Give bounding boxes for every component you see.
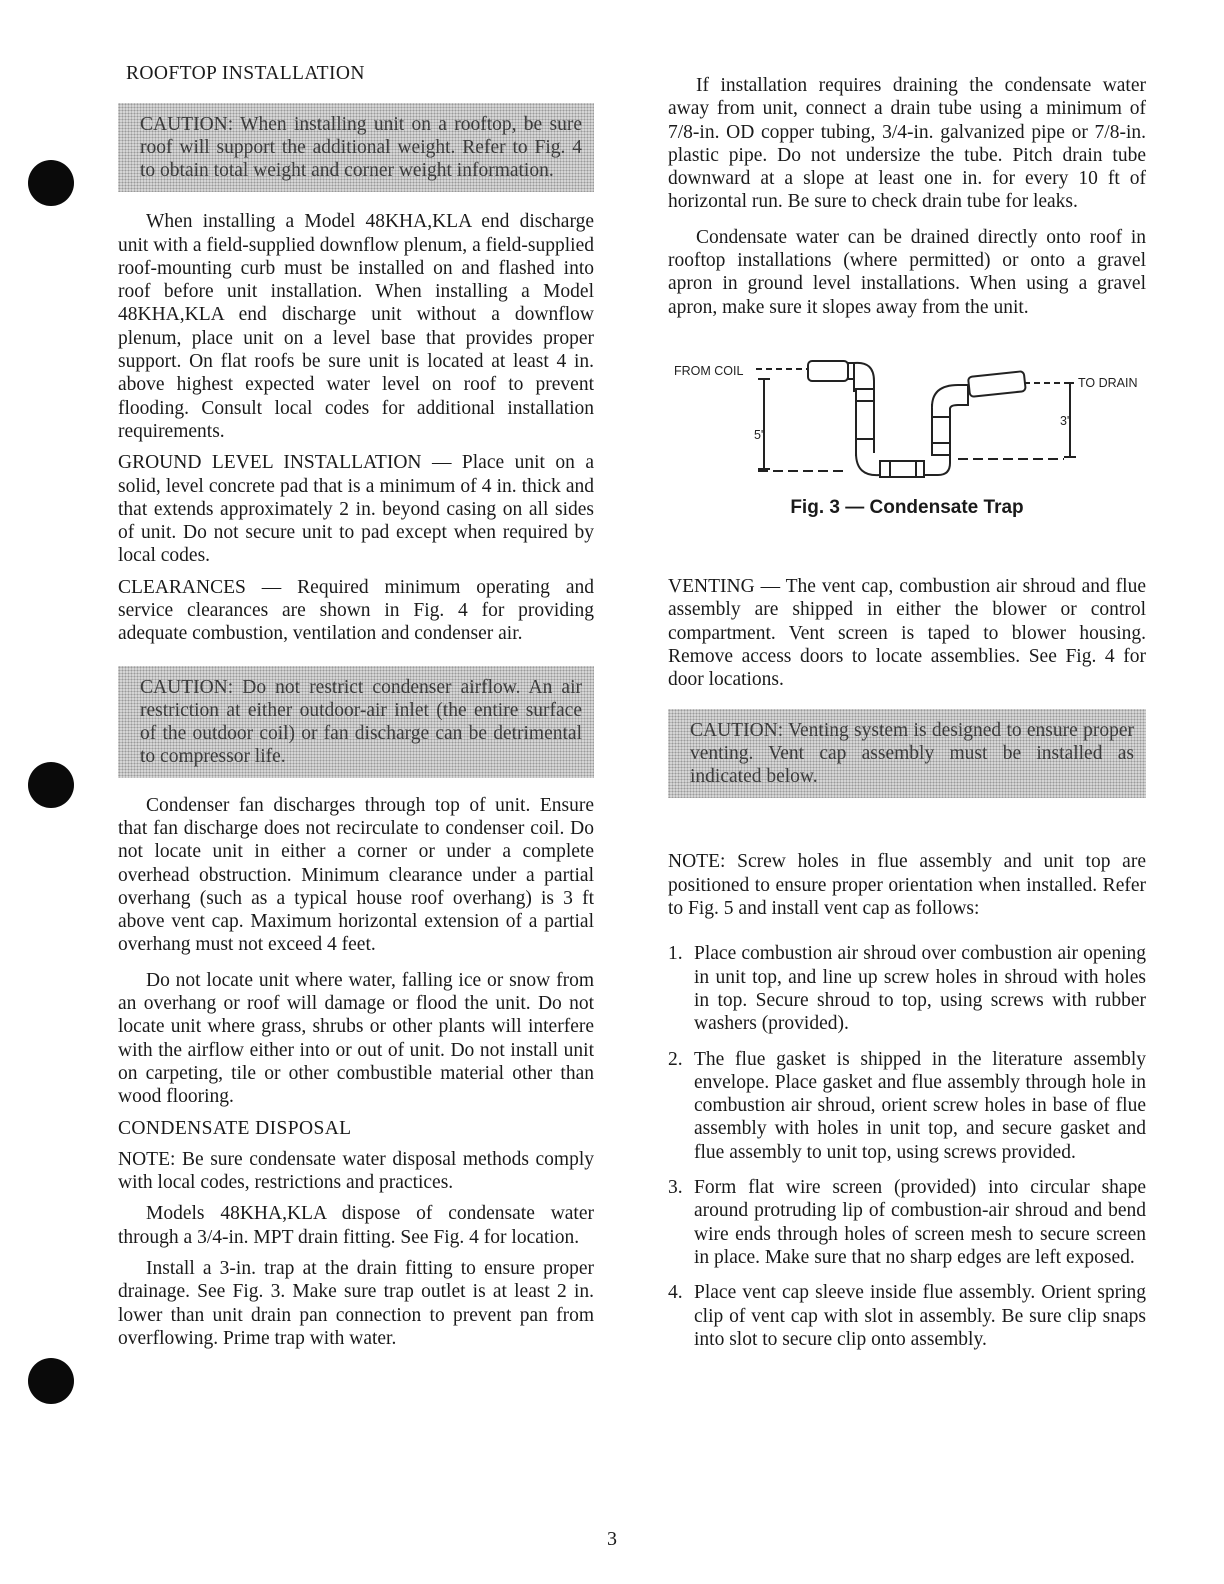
ground-text: Place unit on a solid, level concrete pad that is a minimum of 4 in. thick and that extends approximately 2 in. beyond casing on all sides of unit. Do not secure unit to pad except when required by local codes. <box>118 452 595 567</box>
step-text: The flue gasket is shipped in the literature assembly envelope. Place gasket and flue assembly through hole in combustion air shroud, orient screw holes in base of flue assembly with holes in unit top, and secure gasket and flue assembly to unit top, using screws provided. <box>694 1048 1146 1163</box>
vent-cap-steps <box>668 942 1146 1351</box>
clearances-paragraph <box>118 576 594 646</box>
dimension-3in: 3" <box>1060 413 1072 428</box>
step-number: 3. <box>668 1177 683 1199</box>
binder-hole-bottom <box>28 1358 74 1404</box>
clearances-heading: CLEARANCES <box>118 576 246 598</box>
condenser-paragraph-1: Condenser fan discharges through top of unit. Ensure that fan discharge does not recirculate to condenser coil. Do not locate unit in either a corner or under a complete overhead obstruction. Minimum clearance under a partial overhang (such as a typical house roof overhang) is 3 ft above vent cap. Maximum horizontal extension of a partial overhang must not exceed 4 feet. <box>118 794 594 956</box>
condensate-heading: CONDENSATE DISPOSAL <box>118 1117 352 1139</box>
list-item <box>668 942 1146 1035</box>
venting-dash: — <box>754 575 786 597</box>
condensate-paragraph-2: Install a 3-in. trap at the drain fitting to ensure proper drainage. See Fig. 3. Make sure trap outlet is at least 2 in. lower than unit drain pan connection to prevent pan from overflowing. Prime trap with water. <box>118 1257 594 1349</box>
step-number: 2. <box>668 1048 683 1070</box>
clearances-text: Required minimum operating and service clearances are shown in Fig. 4 for providing adequate combustion, ventilation and condenser air. <box>118 576 594 645</box>
drain-paragraph-2: Condensate water can be drained directly onto roof in rooftop installations (where permitted) or onto a gravel apron in ground level installations. When using a gravel apron, make sure it slopes away from the unit. <box>668 226 1146 318</box>
rooftop-paragraph: When installing a Model 48KHA,KLA end discharge unit with a field-supplied downflow plenum, a field-supplied roof-mounting curb must be installed on and flashed into roof before unit installation. When installing a Model 48KHA,KLA end discharge unit without a downflow plenum, place unit on a level base that provides proper support. On flat roofs be sure unit is located at least 4 in. above highest expected water level on roof to prevent flooding. Consult local codes for additional installation requirements. <box>118 211 594 442</box>
page-number: 3 <box>607 1528 617 1550</box>
list-item <box>668 1176 1146 1269</box>
from-coil-label: FROM COIL <box>674 363 744 378</box>
ground-dash: — <box>421 452 462 474</box>
dimension-5in: 5" <box>754 427 766 442</box>
venting-paragraph <box>668 575 1146 691</box>
step-text: Place combustion air shroud over combustion air opening in unit top, and line up screw holes in shroud with holes in top. Secure shroud to top, using screws with rubber washers (provided). <box>694 943 1146 1035</box>
condensate-paragraph-1: Models 48KHA,KLA dispose of condensate water through a 3/4-in. MPT drain fitting. See Fig. 4 for location. <box>118 1203 594 1248</box>
caution-rooftop: CAUTION: When installing unit on a rooftop, be sure roof will support the additional weight. Refer to Fig. 4 to obtain total weight and corner weight information. <box>118 103 594 192</box>
venting-heading: VENTING <box>668 575 755 597</box>
binder-hole-top <box>28 160 74 206</box>
step-text: Place vent cap sleeve inside flue assembly. Orient spring clip of vent cap with slot in assembly. Be sure clip snaps into slot to secure clip onto assembly. <box>694 1282 1146 1350</box>
list-item <box>668 1281 1146 1351</box>
clearances-dash: — <box>245 576 298 598</box>
drain-paragraph-1: If installation requires draining the condensate water away from unit, connect a drain tube using a minimum of 7/8-in. OD copper tubing, 3/4-in. galvanized pipe or 7/8-in. plastic pipe. Do not undersize the tube. Pitch drain tube downward at a slope at least one in. for every 10 ft of horizontal run. Be sure to check drain tube for leaks. <box>668 75 1146 213</box>
condenser-paragraph-2: Do not locate unit where water, falling ice or snow from an overhang or roof will damage or flood the unit. Do not locate unit where grass, shrubs or other plants will interfere with the airflow either into or out of unit. Do not install unit on carpeting, tile or other combustible material other than wood flooring. <box>118 969 594 1108</box>
venting-text: The vent cap, combustion air shroud and flue assembly are shipped in either the blower or control compartment. Vent screen is taped to blower housing. Remove access doors to locate assemblies. See Fig. 4 for door locations. <box>668 575 1146 691</box>
caution-venting: CAUTION: Venting system is designed to ensure proper venting. Vent cap assembly must be installed as indicated below. <box>668 709 1146 798</box>
figure-caption: Fig. 3 — Condensate Trap <box>790 496 1024 518</box>
screw-note: NOTE: Screw holes in flue assembly and unit top are positioned to ensure proper orientation when installed. Refer to Fig. 5 and install vent cap as follows: <box>668 851 1146 920</box>
condensate-note: NOTE: Be sure condensate water disposal methods comply with local codes, restrictions and practices. <box>118 1148 594 1194</box>
left-column <box>118 62 594 1350</box>
ground-heading: GROUND LEVEL INSTALLATION <box>118 452 422 474</box>
ground-level-paragraph <box>118 451 594 567</box>
binder-hole-middle <box>28 762 74 808</box>
condensate-trap-diagram <box>668 339 1146 489</box>
step-text: Form flat wire screen (provided) into circular shape around protruding lip of combustion-air shroud and bend wire ends through holes of screen mesh to secure screen in place. Make sure that no sharp edges are left exposed. <box>694 1177 1146 1268</box>
condensate-trap-figure <box>668 339 1146 519</box>
right-column <box>668 74 1146 1351</box>
step-number: 1. <box>668 943 683 965</box>
caution-condenser: CAUTION: Do not restrict condenser airflow. An air restriction at either outdoor-air inlet (the entire surface of the outdoor coil) or fan discharge can be detrimental to compressor life. <box>118 666 594 778</box>
to-drain-label: TO DRAIN <box>1078 375 1138 390</box>
rooftop-heading: ROOFTOP INSTALLATION <box>126 63 365 84</box>
step-number: 4. <box>668 1282 683 1304</box>
list-item <box>668 1048 1146 1164</box>
